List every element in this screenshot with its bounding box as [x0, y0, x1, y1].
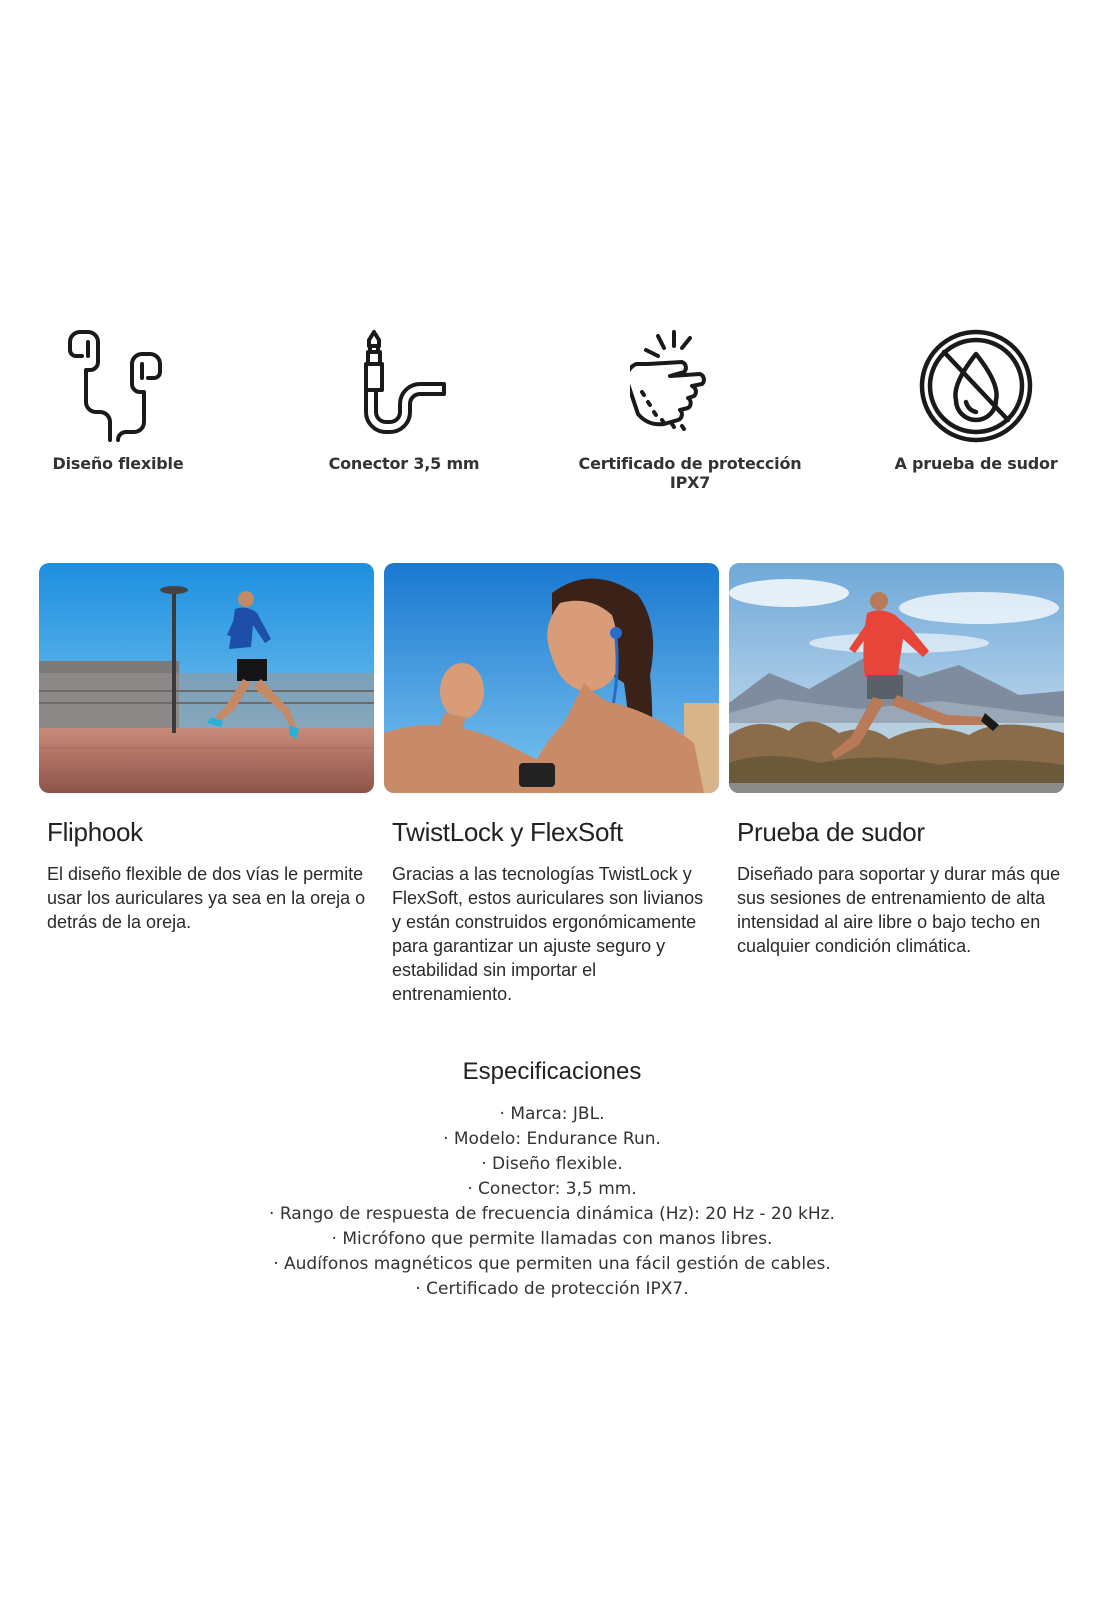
earbuds-icon — [0, 328, 248, 444]
spec-item: · Marca: JBL. — [499, 1104, 605, 1124]
feature-ipx7 — [560, 328, 820, 492]
card-text: Diseñado para soportar y durar más que sus sesiones de entrenamiento de alta intensidad al aire libre o bajo techo en cualquier condición climática. — [737, 864, 1061, 956]
water-splash-hand-icon — [560, 328, 820, 444]
feature-icons-row — [0, 328, 1104, 492]
feature-connector — [274, 328, 534, 473]
feature-label: A prueba de sudor — [894, 454, 1058, 473]
spec-item: · Diseño flexible. — [481, 1154, 623, 1174]
specifications-list — [0, 1102, 1104, 1302]
runner-mountains-photo — [729, 563, 1064, 793]
card-title: Prueba de sudor — [737, 817, 925, 847]
feature-flexible-design — [0, 328, 248, 473]
woman-with-earbuds-photo — [384, 563, 719, 793]
spec-item: · Modelo: Endurance Run. — [443, 1129, 661, 1149]
runner-on-promenade-photo — [39, 563, 374, 793]
feature-label: Certificado de protección IPX7 — [578, 454, 802, 492]
specifications-section — [0, 1058, 1104, 1302]
card-fliphook — [39, 563, 374, 934]
spec-item: · Audífonos magnéticos que permiten una fácil gestión de cables. — [273, 1254, 831, 1274]
card-twistlock — [384, 563, 719, 1006]
card-sweat-proof — [729, 563, 1064, 958]
feature-sweat-proof — [846, 328, 1104, 473]
card-title: TwistLock y FlexSoft — [392, 817, 623, 847]
spec-item: · Certificado de protección IPX7. — [415, 1279, 689, 1299]
spec-item: · Conector: 3,5 mm. — [467, 1179, 637, 1199]
feature-label: Diseño flexible — [52, 454, 184, 473]
spec-item: · Micrófono que permite llamadas con manos libres. — [331, 1229, 773, 1249]
spec-item: · Rango de respuesta de frecuencia dinámica (Hz): 20 Hz - 20 kHz. — [269, 1204, 835, 1224]
card-text: El diseño flexible de dos vías le permite usar los auriculares ya sea en la oreja o detrás de la oreja. — [47, 864, 366, 932]
feature-label: Conector 3,5 mm — [328, 454, 480, 473]
no-sweat-icon — [846, 328, 1104, 444]
card-text: Gracias a las tecnologías TwistLock y FlexSoft, estos auriculares son livianos y están construidos ergonómicamente para garantizar un ajuste seguro y estabilidad sin importar el entrenamiento. — [392, 864, 704, 1004]
card-title: Fliphook — [47, 817, 143, 847]
specifications-title: Especificaciones — [462, 1058, 642, 1085]
jack-connector-icon — [274, 328, 534, 444]
